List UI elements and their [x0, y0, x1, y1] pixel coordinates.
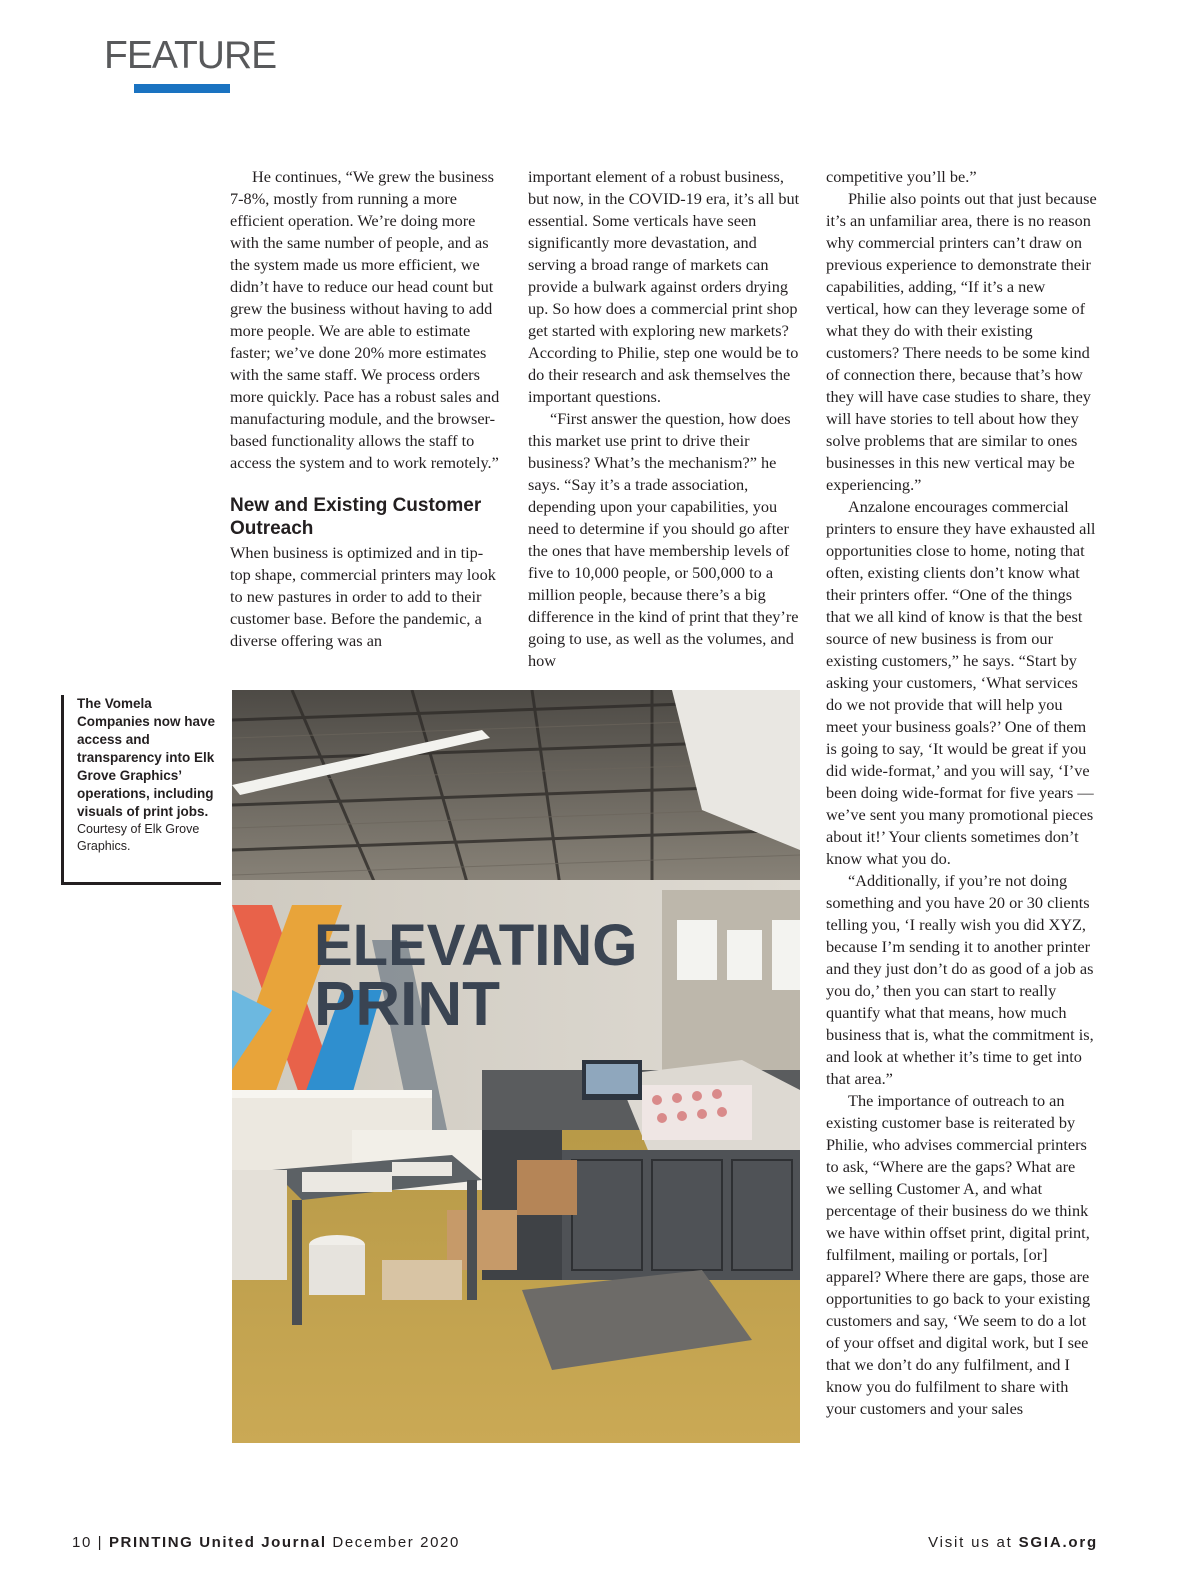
- footer-folio: [72, 1534, 460, 1551]
- footer-separator: |: [97, 1534, 104, 1551]
- paragraph: The importance of outreach to an existing customer base is reiterated by Philie, who advises commercial printers to ask, “Where are the gaps? What are we selling Customer A, and what percentage of their business do we think we have within offset print, digital print, fulfilment, mailing or portals, [or] apparel? Where there are gaps, those are opportunities to go back to your existing customers and say, ‘We seem to do a lot of your offset and digital work, but I see that we don’t do any fulfilment, and I know you do fulfilment to share with your customers and your sales: [826, 1091, 1091, 1418]
- paragraph: He continues, “We grew the business 7-8%, mostly from running a more efficient operation. We’re doing more with the same number of people, and as the system made us more efficient, we didn’t have to reduce our head count but grew the business without having to add more people. We are able to estimate faster; we’ve done 20% more estimates with the same staff. We process orders more quickly. Pace has a robust sales and manufacturing module, and the browser-based functionality allows the staff to access the system and to work remotely.”: [230, 167, 500, 472]
- section-accent-rule: [134, 84, 230, 93]
- footer-website: [928, 1534, 1098, 1551]
- website-link[interactable]: SGIA.org: [1018, 1534, 1098, 1551]
- subheading: New and Existing Customer Outreach: [230, 495, 482, 539]
- wall-lettering-line2: PRINT: [314, 970, 500, 1039]
- page-number: 10: [72, 1534, 92, 1551]
- publication-name: PRINTING United Journal: [108, 1534, 327, 1551]
- photo-caption: [61, 695, 221, 885]
- article-column-1: [230, 166, 500, 652]
- paragraph: “First answer the question, how does this market use print to drive their business? What’s the mechanism?” he says. “Say it’s a trade association, depending upon your capabilities, you need to determine if you should go after the ones that have membership levels of five to 10,000 people, or 500,000 to a million people, because there’s a big difference in the kind of print that they’re going to use, as well as the volumes, and how: [528, 409, 799, 670]
- article-column-3: [826, 166, 1098, 1420]
- visit-label: Visit us at: [928, 1534, 1013, 1551]
- paragraph: Anzalone encourages commercial printers to ensure they have exhausted all opportunities close to home, noting that often, existing clients don’t know what their printers offer. “One of the things that we all kind of know is that the best source of new business is from our existing customers,” he says. “Start by asking your customers, ‘What services do we not provide that will help you meet your business goals?’ One of them is going to say, ‘It would be great if you did wide-format,’ and you will say, ‘I’ve been doing wide-format for five years — we’ve sent you many promotional pieces about it!’ Your clients sometimes don’t know what you do.: [826, 497, 1096, 868]
- issue-date: December 2020: [332, 1534, 460, 1551]
- paragraph: When business is optimized and in tip-top shape, commercial printers may look to new pastures in order to add to their customer base. Before the pandemic, a diverse offering was an: [230, 543, 496, 650]
- caption-text: The Vomela Companies now have access and transparency into Elk Grove Graphics’ operations, including visuals of print jobs.: [77, 696, 216, 819]
- paragraph: “Additionally, if you’re not doing something and you have 20 or 30 clients telling you, ‘I really wish you did XYZ, because I’m sending it to another printer and they just don’t do as good of a job as you do,’ then you can start to really quantify what that means, how much business that is, what the commitment is, and look at whether it’s time to get into that area.”: [826, 871, 1094, 1088]
- caption-credit: Courtesy of Elk Grove Graphics.: [77, 822, 200, 853]
- print-shop-illustration: [232, 690, 800, 1443]
- wall-lettering-line1: ELEVATING: [314, 913, 638, 978]
- article-column-2: [528, 166, 802, 672]
- print-shop-photo: [232, 690, 800, 1443]
- paragraph: competitive you’ll be.”: [826, 167, 977, 186]
- section-label: FEATURE: [104, 34, 277, 77]
- paragraph: important element of a robust business, but now, in the COVID-19 era, it’s all but essential. Some verticals have seen significantly more devastation, and serving a broad range of markets can provide a bulwark against orders drying up. So how does a commercial print shop get started with exploring new markets? According to Philie, step one would be to do their research and ask themselves the important questions.: [528, 167, 800, 406]
- paragraph: Philie also points out that just because it’s an unfamiliar area, there is no reason why commercial printers can’t draw on previous experience to demonstrate their capabilities, adding, “If it’s a new vertical, how can they leverage some of what they do with their existing customers? There needs to be some kind of connection there, because that’s how they will have case studies to share, they will have stories to tell about how they solve problems that are similar to ones businesses in this new vertical may be experiencing.”: [826, 189, 1097, 494]
